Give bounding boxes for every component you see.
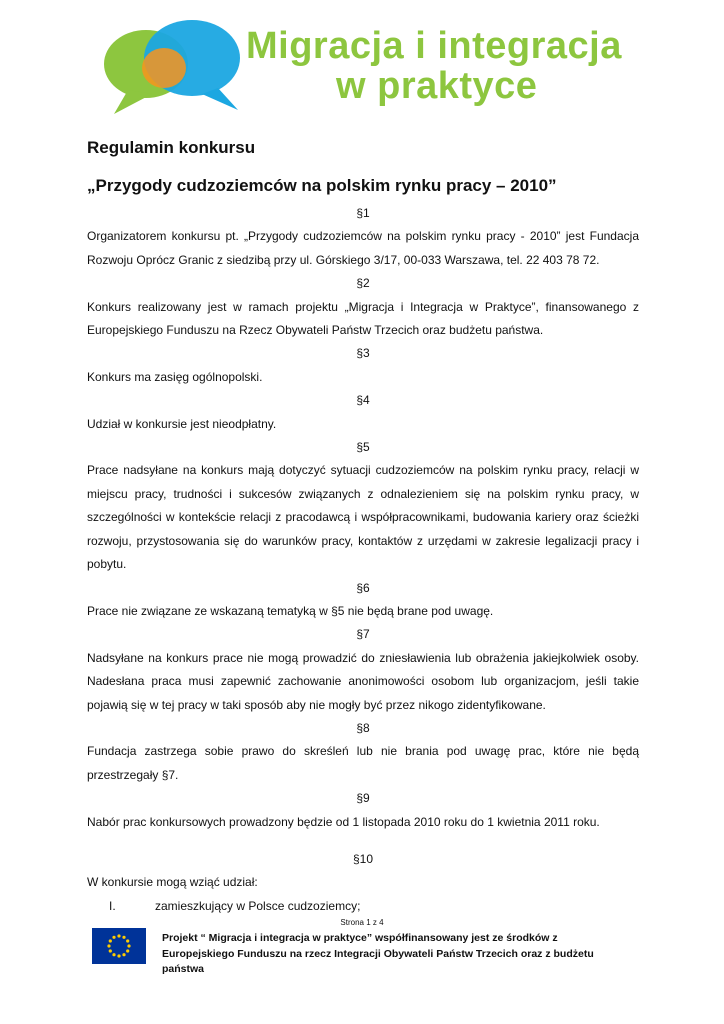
paragraph-7: Nadsyłane na konkurs prace nie mogą prowadzić do zniesławienia lub obrażenia jakiejkolwiek osoby. Nadesłana praca musi zapewnić zachowanie anonimowości osobom lub organizacjom, jeśli takie pojawią się w tej pracy w taki sposób aby nie mogły być przez nikogo zidentyfikowane.: [87, 650, 639, 712]
project-logo: [100, 16, 640, 120]
paragraph-9: Nabór prac konkursowych prowadzony będzie od 1 listopada 2010 roku do 1 kwietnia 2011 roku.: [87, 814, 600, 829]
speech-bubbles-icon: [100, 16, 250, 120]
section-heading-4: §4: [356, 393, 370, 408]
section-heading-10: §10: [352, 851, 374, 866]
logo-line-1: Migracja i integracja: [246, 25, 622, 67]
section-heading-8: §8: [356, 720, 370, 735]
paragraph-5: Prace nadsyłane na konkurs mają dotyczyć sytuacji cudzoziemców na polskim rynku pracy, relacji w miejscu pracy, trudności i sukcesów związanych z odnalezieniem się na polskim rynku pracy, w szczególności w kontekście relacji z pracodawcą i współpracownikami, budowania kariery oraz ścieżki rozwoju, przystosowania się do warunków pracy, kontaktów z urzędami w zakresie legalizacji pracy i pobytu.: [87, 463, 639, 572]
section-heading-2: §2: [356, 276, 370, 291]
document-body: [87, 136, 639, 918]
section-heading-7: §7: [356, 627, 370, 642]
section-heading-9: §9: [356, 791, 370, 806]
section-heading-1: §1: [356, 206, 370, 220]
spacer: [87, 834, 639, 848]
eu-flag-icon: [92, 928, 146, 964]
contest-title: „Przygody cudzoziemców na polskim rynku pracy – 2010”: [87, 176, 557, 195]
paragraph-3: Konkurs ma zasięg ogólnopolski.: [87, 369, 263, 384]
paragraph-6: Prace nie związane ze wskazaną tematyką w §5 nie będą brane pod uwagę.: [87, 603, 494, 618]
paragraph-1: Organizatorem konkursu pt. „Przygody cudzoziemców na polskim rynku pracy - 2010” jest Fundacja Rozwoju Oprócz Granic z siedzibą przy ul. Górskiego 3/17, 00-033 Warszawa, tel. 22 403 78 72.: [87, 229, 639, 267]
funding-note: Projekt “ Migracja i integracja w praktyce” współfinansowany jest ze środków z Europejskiego Funduszu na rzecz Integracji Obywateli Państw Trzecich oraz z budżetu państwa: [162, 932, 594, 975]
list-item-number: I.: [109, 898, 116, 913]
section-heading-6: §6: [356, 580, 370, 595]
logo-line-2: w praktyce: [336, 65, 538, 107]
paragraph-2: Konkurs realizowany jest w ramach projektu „Migracja i Integracja w Praktyce”, finansowanego z Europejskiego Funduszu na Rzecz Obywateli Państw Trzecich oraz budżetu państwa.: [87, 299, 639, 338]
list-item: [87, 895, 639, 918]
document-title: Regulamin konkursu: [87, 138, 256, 157]
paragraph-4: Udział w konkursie jest nieodpłatny.: [87, 416, 277, 431]
logo-wordmark: [246, 26, 622, 106]
list-item-text: zamieszkujący w Polsce cudzoziemcy;: [155, 898, 361, 913]
paragraph-8: Fundacja zastrzega sobie prawo do skreśleń lub nie brania pod uwagę prac, które nie będą przestrzegały §7.: [87, 744, 639, 782]
section-heading-5: §5: [356, 440, 370, 455]
paragraph-10: W konkursie mogą wziąć udział:: [87, 875, 258, 890]
section-heading-3: §3: [356, 346, 370, 361]
page-number: Strona 1 z 4: [340, 918, 384, 927]
